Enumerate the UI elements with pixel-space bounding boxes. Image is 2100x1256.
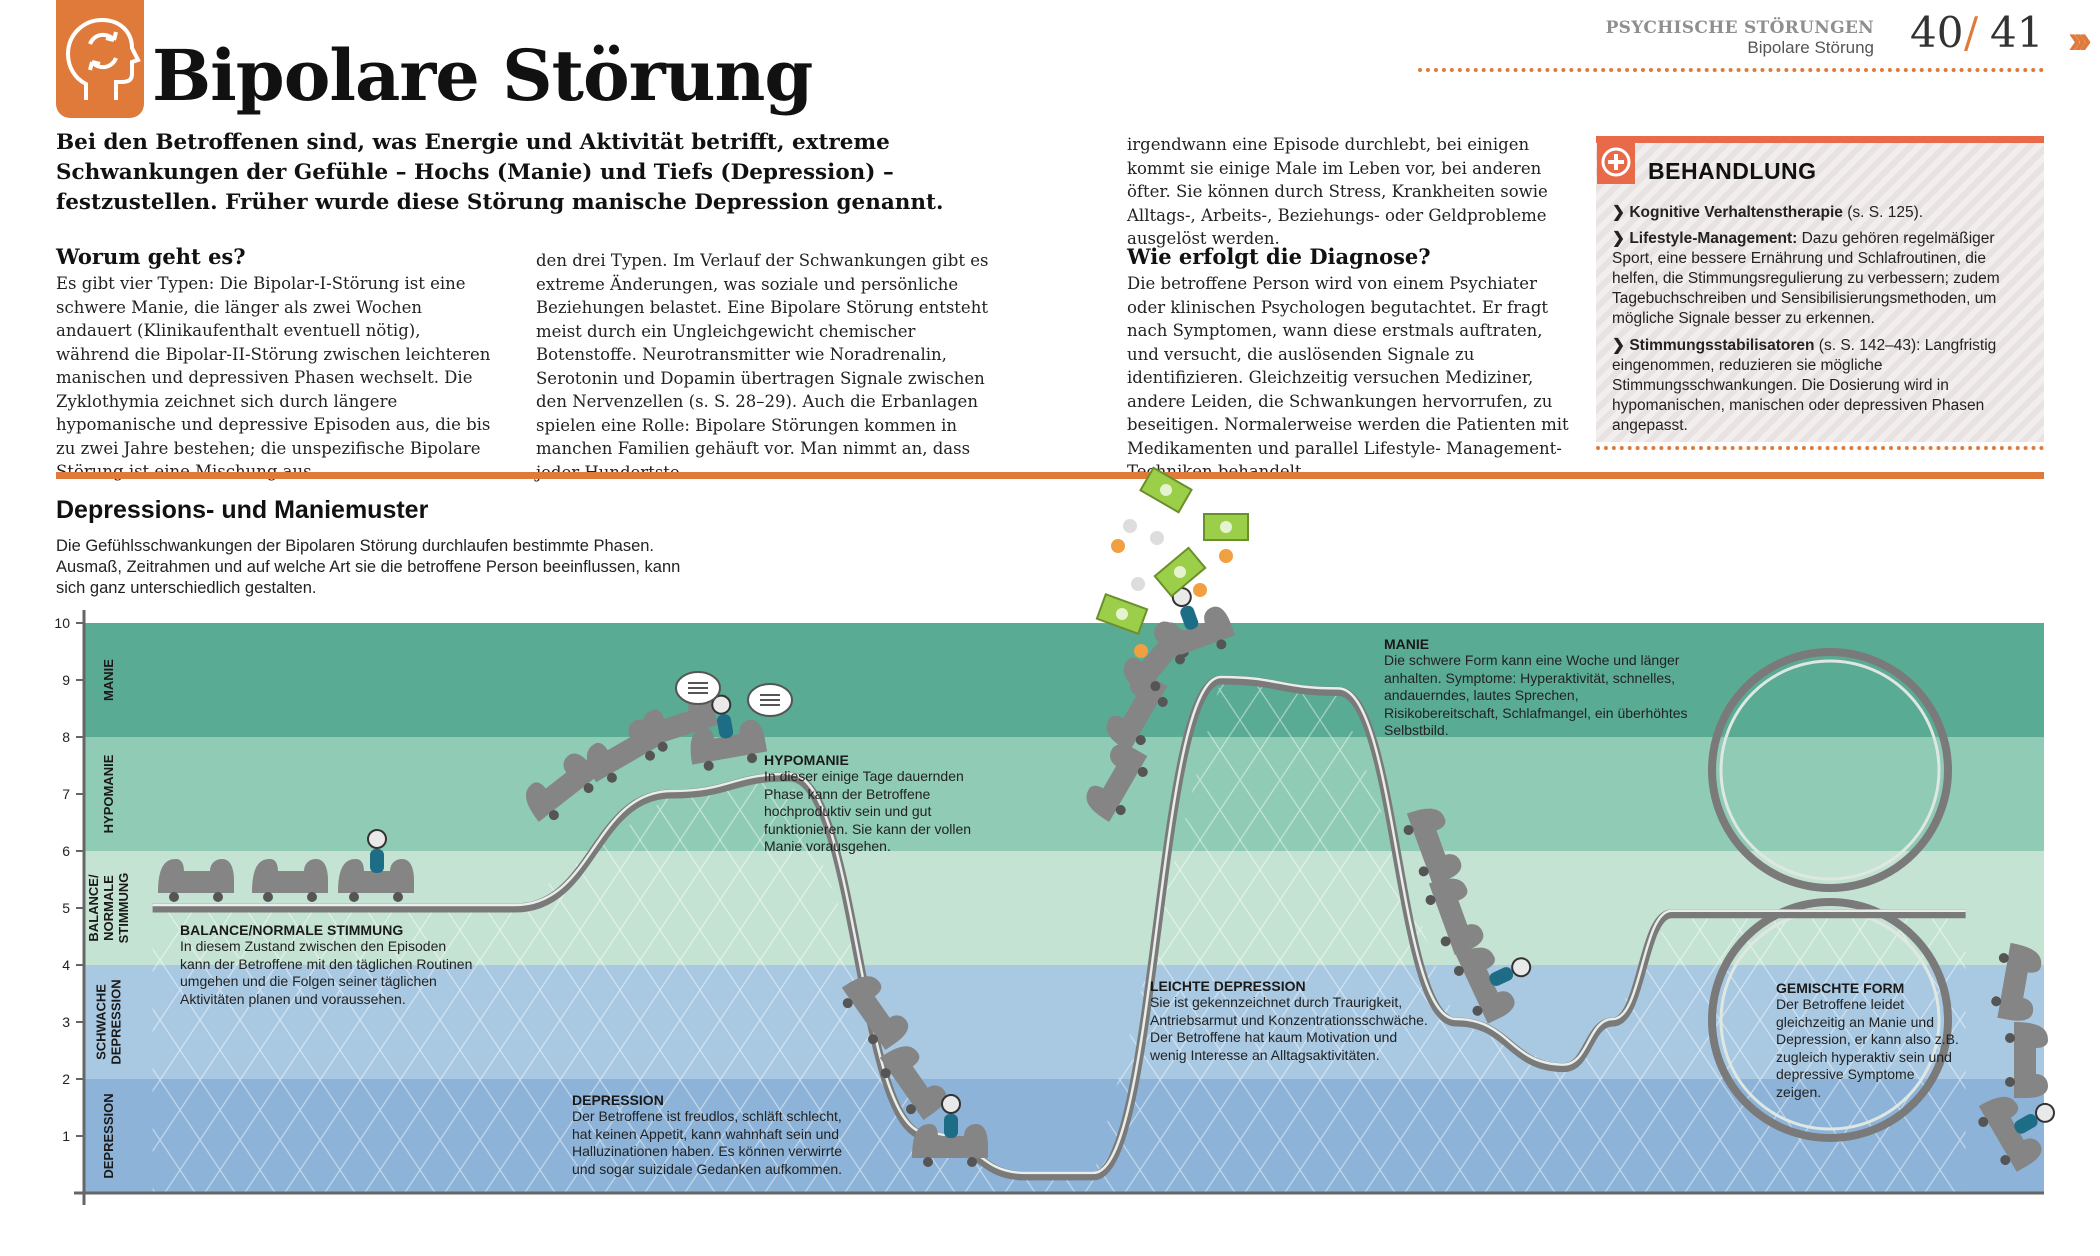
- car-wheel: [2005, 1033, 2015, 1043]
- page-number-right: 41: [1990, 8, 2044, 57]
- label-depression-title: DEPRESSION: [572, 1092, 664, 1108]
- lead-paragraph: Bei den Betroffenen sind, was Energie und Aktivität betrifft, extreme Schwankungen der Gefühle – Hochs (Manie) und Tiefs (Depression) – festzustellen. Früher wurde diese Störung manische Depression genannt.: [56, 130, 944, 215]
- y-tick-label-4: 4: [62, 957, 70, 973]
- person-head: [368, 830, 386, 848]
- next-chevron-icon: ›››: [2068, 18, 2084, 62]
- car-wheel: [307, 892, 317, 902]
- band-label-line: DEPRESSION: [108, 979, 124, 1065]
- label-balance: [180, 922, 480, 1008]
- bullet-chevron-icon: ❯: [1612, 230, 1625, 247]
- coin-icon: [1123, 519, 1137, 533]
- person-head: [942, 1095, 960, 1113]
- treatment-item-2-text: Dazu gehören regelmäßiger Sport, eine bessere Ernährung und Schlafroutinen, die helfen, die Stimmungsregulierung zu verbessern; zudem Tagebuchschreiben und Sensibilisierungsmethoden, um mögliche Signale besser zu erkennen.: [1612, 230, 2000, 327]
- car-wheel: [169, 892, 179, 902]
- car-wheel: [213, 892, 223, 902]
- y-tick-label-2: 2: [62, 1071, 70, 1087]
- car-wheel: [2005, 1077, 2015, 1087]
- label-gemischt: [1776, 980, 1960, 1101]
- y-tick-label-8: 8: [62, 729, 70, 745]
- car-wheel: [967, 1157, 977, 1167]
- band-label-4: [101, 659, 116, 701]
- label-gemischt-title: GEMISCHTE FORM: [1776, 980, 1905, 996]
- label-manie-title: MANIE: [1384, 636, 1430, 652]
- bullet-chevron-icon: ❯: [1612, 204, 1625, 221]
- y-tick-label-7: 7: [62, 786, 70, 802]
- label-hypomanie-text: In dieser einige Tage dauernden Phase kann der Betroffene hochproduktiv sein und gut funktionieren. Sie kann der vollen Manie vorausgehen.: [764, 768, 972, 854]
- speech-bubble-icon: [676, 672, 720, 704]
- label-balance-text: In diesem Zustand zwischen den Episoden kann der Betroffene mit den täglichen Routinen umgehen und die Folgen seiner täglichen Aktivitäten planen und voraussehen.: [180, 938, 473, 1007]
- page-number-left: 40: [1910, 8, 1964, 57]
- band-label-0: [101, 1093, 116, 1178]
- bullet-chevron-icon: ❯: [1612, 337, 1625, 354]
- treatment-item-1-bold: Kognitive Verhaltenstherapie: [1629, 204, 1843, 221]
- label-depression: [572, 1092, 862, 1178]
- running-section: PSYCHISCHE STÖRUNGEN: [1605, 18, 1874, 38]
- band-label-1: [94, 979, 124, 1064]
- label-leicht-text: Sie ist gekennzeichnet durch Traurigkeit, Antriebsarmut und Konzentrationsschwäche. Der Betroffene hat kaum Motivation und wenig Interesse an Alltagsaktivitäten.: [1150, 994, 1428, 1063]
- person-body: [370, 849, 384, 873]
- coin-icon: [1131, 577, 1145, 591]
- treatment-item-3-bold: Stimmungsstabilisatoren: [1629, 337, 1815, 354]
- bill-center: [1220, 521, 1232, 533]
- band-label-line: MANIE: [101, 659, 116, 701]
- band-label-line: SCHWACHE: [93, 984, 109, 1060]
- page-title: Bipolare Störung: [152, 34, 813, 117]
- diagnose-text: Die betroffene Person wird von einem Psychiater oder klinischen Psychologen begutachtet. Er fragt nach Symptomen, wann diese erstmals auftraten, und versucht, die auslösenden Signale zu identifizieren. Gleichzeitig versuchen Mediziner, andere Leiden, die Schwankungen hervorrufen, zu beseitigen. Normalerweise werden die Patienten mit Medikamenten und parallel Lifestyle- Management-: [1127, 274, 1569, 458]
- label-hypomanie: [764, 752, 1004, 856]
- coin-icon: [1134, 644, 1148, 658]
- page-number-separator: /: [1964, 8, 1979, 57]
- coin-icon: [1150, 531, 1164, 545]
- treatment-item-1-text: (s. S. 125).: [1842, 204, 1924, 221]
- person-body: [944, 1114, 958, 1138]
- car-wheel: [923, 1157, 933, 1167]
- worum-col2: den drei Typen. Im Verlauf der Schwankungen gibt es extreme Änderungen, was soziale und persönliche Beziehungen belastet. Eine Bipolare Störung entsteht meist durch ein Ungleichgewicht chemischer Botenstoffe. Neurotransmitter wie Noradrenalin, Serotonin und Dopamin übertragen Signale zwischen den Nervenzellen (s. S. 28–29). Auch die Erbanlagen spielen eine Rolle: Bipolare Störungen kommen in manchen Familien gehäuft vor. Man nimmt an, dass: [536, 251, 989, 458]
- chart-title: Depressions- und Maniemuster: [56, 496, 429, 524]
- band-label-2: [86, 873, 131, 944]
- band-label-line: NORMALE: [101, 875, 116, 941]
- worum-col1: Es gibt vier Typen: Die Bipolar-I-Störung ist eine schwere Manie, die länger als zwei Wochen andauert (Klinikaufenthalt eventuell nötig), während die Bipolar-II-Störung zwischen leichteren manischen und depressiven Phasen wechselt. Die Zyklothymia zeichnet sich durch längere hypomanische und depressive Episoden aus, die bis zu zwei Jahre bestehen; die unspezifische Bipolare: [56, 274, 491, 458]
- treatment-item-3-text: (s. S. 142–43): Langfristig eingenommen, reduzieren sie mögliche Stimmungsschwankungen. Die Dosierung wird in hypomanischen, manischen oder depressiven Phasen angepasst.: [1612, 337, 1997, 434]
- label-balance-title: BALANCE/NORMALE STIMMUNG: [180, 922, 404, 938]
- worum-col3: irgendwann eine Episode durchlebt, bei einigen kommt sie einige Male im Leben vor, bei anderen öfter. Sie können durch Stress, Krankheiten sowie Alltags-, Arbeits-, Beziehungs- oder Geldprobleme ausgelöst werden.: [1127, 135, 1548, 248]
- label-depression-text: Der Betroffene ist freudlos, schläft schlecht, hat keinen Appetit, kann wahnhaft sein und Halluzinationen haben. Es können verwirrte und sogar suizidale Gedanken aufkommen.: [572, 1108, 843, 1177]
- coin-icon: [1219, 549, 1233, 563]
- label-gemischt-text: Der Betroffene leidet gleichzeitig an Manie und Depression, er kann also z.B. zugleich hyperaktiv sein und depressive Symptome zeigen.: [1776, 996, 1959, 1100]
- label-manie: [1384, 636, 1694, 740]
- chart-intro: Die Gefühlsschwankungen der Bipolaren Störung durchlaufen bestimmte Phasen. Ausmaß, Zeitrahmen und auf welche Art sie die betroffene Person beeinflussen, kann sich ganz unterschiedlich gestalten.: [56, 537, 681, 597]
- money-bill-icon: [1204, 514, 1248, 540]
- car-wheel: [263, 892, 273, 902]
- coin-icon: [1193, 583, 1207, 597]
- car-wheel: [393, 892, 403, 902]
- label-leicht: [1150, 978, 1430, 1064]
- heading-worum: Worum geht es?: [56, 244, 246, 269]
- band-label-line: HYPOMANIE: [101, 754, 116, 834]
- label-hypomanie-title: HYPOMANIE: [764, 752, 849, 768]
- label-leicht-title: LEICHTE DEPRESSION: [1150, 978, 1306, 994]
- treatment-item-2-bold: Lifestyle-Management:: [1629, 230, 1798, 247]
- y-tick-label-9: 9: [62, 672, 70, 688]
- y-tick-label-5: 5: [62, 900, 70, 916]
- treatment-title: BEHANDLUNG: [1648, 158, 1817, 184]
- band-label-line: STIMMUNG: [116, 872, 131, 944]
- speech-bubble-icon: [748, 684, 792, 716]
- y-tick-label-6: 6: [62, 843, 70, 859]
- band-label-line: DEPRESSION: [101, 1093, 116, 1179]
- y-tick-label-10: 10: [54, 615, 70, 631]
- label-manie-text: Die schwere Form kann eine Woche und länger anhalten. Symptome: Hyperaktivität, schnelles, andauerndes, lautes Sprechen, Risikobereitschaft, Schlafmangel, ein überhöhtes Selbstbild.: [1384, 652, 1688, 738]
- band-label-3: [101, 754, 116, 833]
- y-tick-label-1: 1: [62, 1128, 70, 1144]
- band-label-line: BALANCE/: [86, 874, 101, 942]
- running-subsection: Bipolare Störung: [1747, 38, 1874, 57]
- coin-icon: [1111, 539, 1125, 553]
- heading-diagnose: Wie erfolgt die Diagnose?: [1127, 244, 1431, 269]
- car-wheel: [349, 892, 359, 902]
- money-bill-icon: [1140, 468, 1191, 513]
- y-tick-label-3: 3: [62, 1014, 70, 1030]
